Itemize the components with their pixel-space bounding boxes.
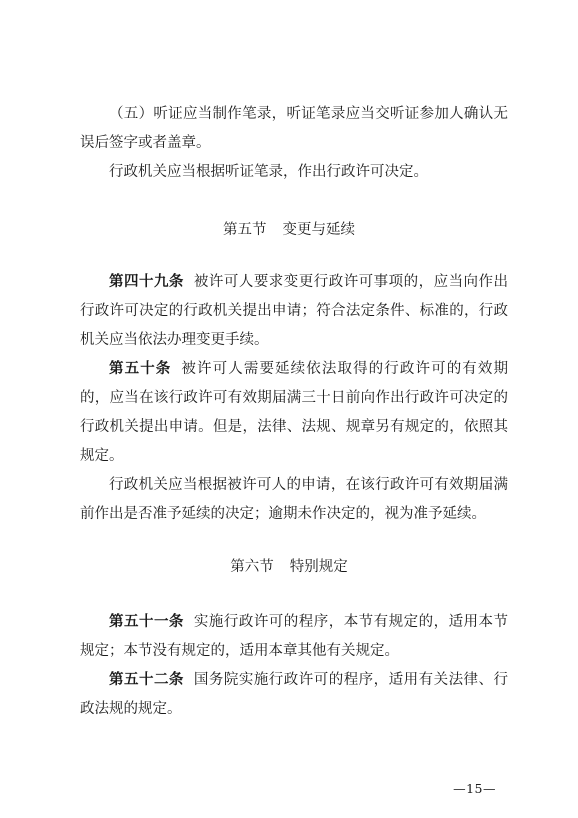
article-49 [80, 268, 508, 355]
paragraph-decision [80, 158, 508, 187]
article-number: 第四十九条 [109, 274, 184, 290]
article-text: 国务院实施行政许可的程序，适用有关法律、行政法规的规定。 [80, 672, 509, 717]
article-50-paragraph-2 [80, 471, 508, 529]
section-title: 变更与延续 [282, 222, 355, 238]
article-52 [80, 666, 508, 724]
article-text: 被许可人需要延续依法取得的行政许可的有效期的，应当在该行政许可有效期届满三十日前向作出行政许可决定的行政机关提出申请。但是，法律、法规、规章另有规定的，依照其规定。 [80, 361, 509, 464]
section-heading-five [0, 220, 578, 240]
article-51 [80, 608, 508, 666]
section-title: 特别规定 [289, 559, 348, 575]
page-number: —15— [453, 781, 496, 796]
article-text: 实施行政许可的程序，本节有规定的，适用本节规定；本节没有规定的，适用本章其他有关规定。 [80, 614, 509, 659]
paragraph-text: 行政机关应当根据被许可人的申请，在该行政许可有效期届满前作出是否准予延续的决定；逾期未作决定的，视为准予延续。 [80, 477, 508, 522]
article-number: 第五十一条 [109, 614, 184, 630]
section-number: 第五节 [223, 222, 267, 238]
paragraph-text: 行政机关应当根据听证笔录，作出行政许可决定。 [109, 164, 428, 180]
section-heading-six [0, 557, 578, 577]
article-50 [80, 355, 508, 471]
article-number: 第五十条 [109, 361, 172, 377]
article-text: 被许可人要求变更行政许可事项的，应当向作出行政许可决定的行政机关提出申请；符合法定条件、标准的，行政机关应当依法办理变更手续。 [80, 274, 509, 348]
section-number: 第六节 [230, 559, 274, 575]
article-number: 第五十二条 [109, 672, 184, 688]
paragraph-item-5 [80, 100, 508, 158]
paragraph-text: （五）听证应当制作笔录，听证笔录应当交听证参加人确认无误后签字或者盖章。 [80, 106, 508, 151]
